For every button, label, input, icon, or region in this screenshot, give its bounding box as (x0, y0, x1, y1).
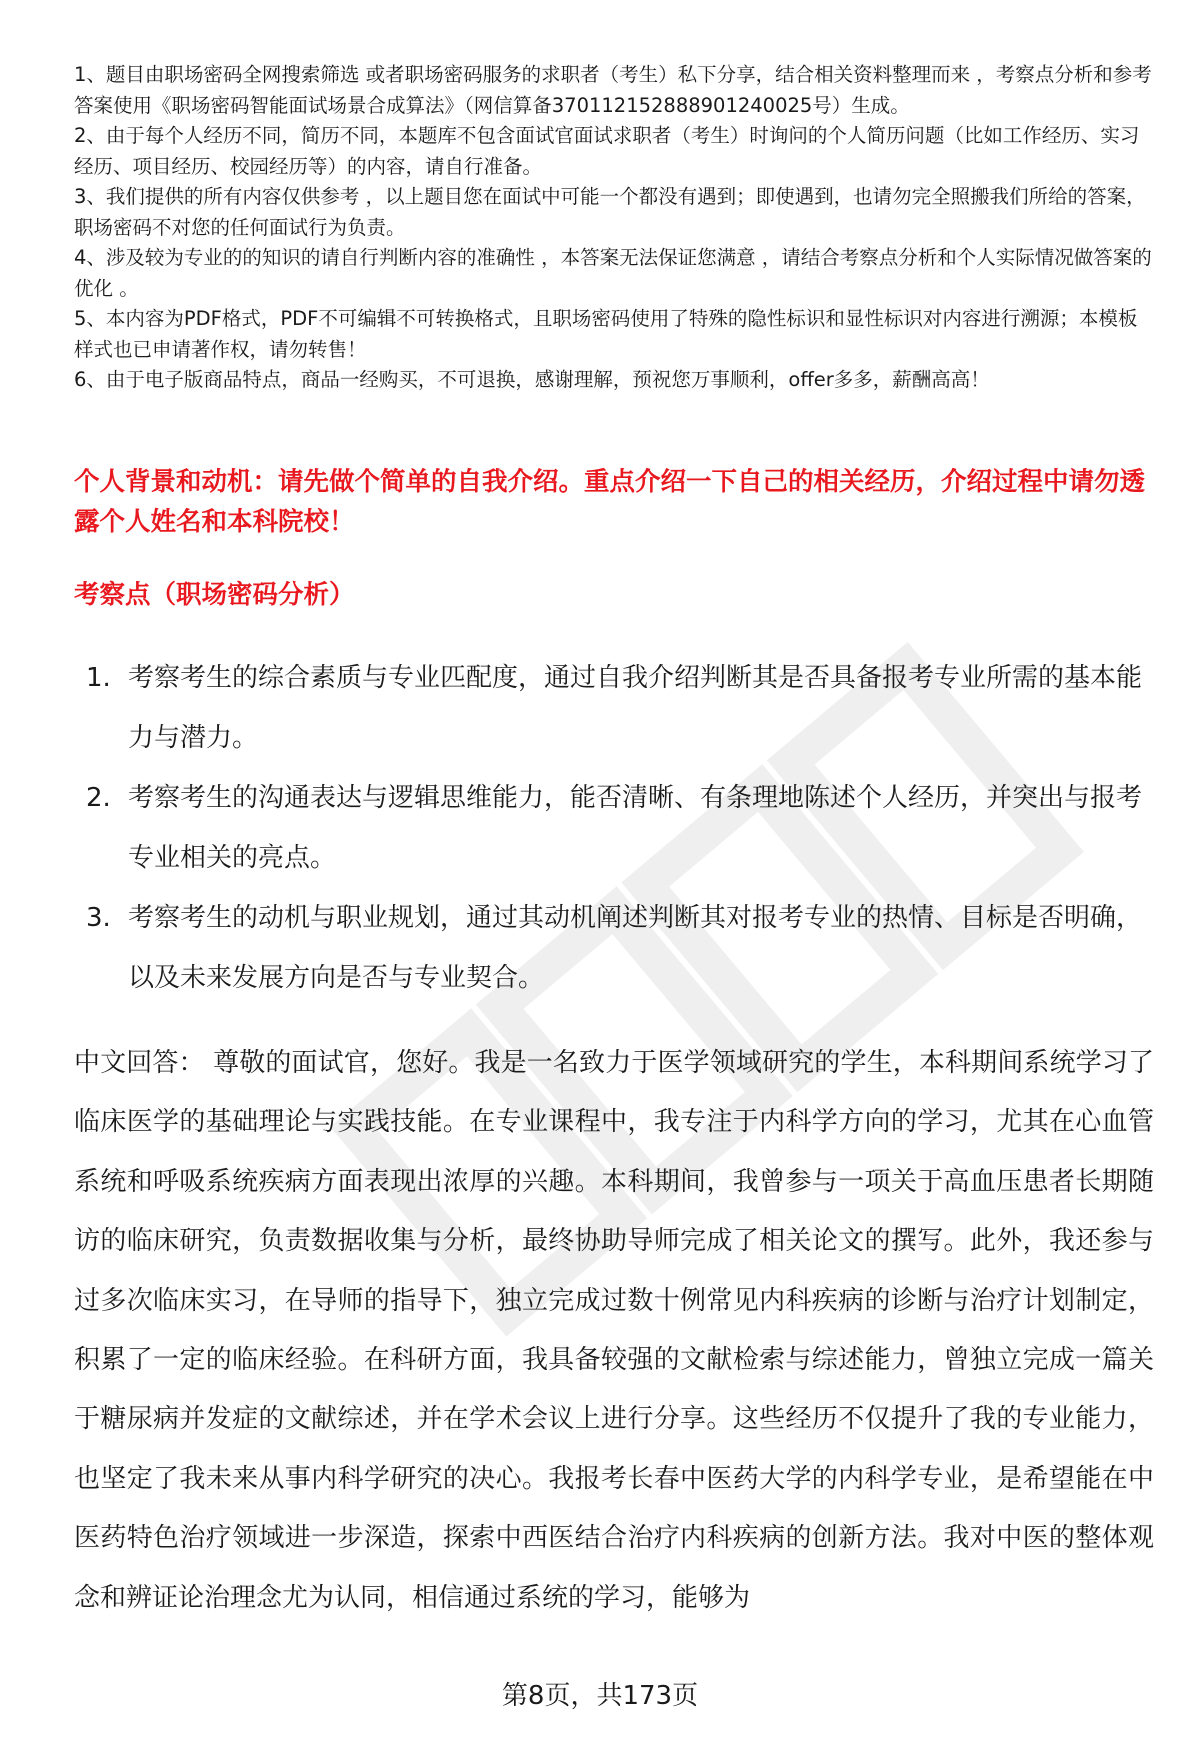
page-number-footer: 第8页，共173页 (501, 1681, 699, 1711)
document-page (74, 0, 1154, 1755)
key-point-text: 考察考生的沟通表达与逻辑思维能力，能否清晰、有条理地陈述个人经历，并突出与报考专业相关的亮点。 (128, 783, 1143, 873)
note-item: 1、题目由职场密码全网搜索筛选 或者职场密码服务的求职者（考生）私下分享，结合相关资料整理而来 ，考察点分析和参考答案使用《职场密码智能面试场景合成算法》（网信算备370112152888901240025号）生成。 (74, 63, 1152, 117)
key-points-heading: 考察点（职场密码分析） (74, 580, 355, 610)
key-point-item (74, 648, 1154, 768)
key-point-number: 3. (86, 903, 111, 933)
note-item: 5、本内容为PDF格式，PDF不可编辑不可转换格式，且职场密码使用了特殊的隐性标识和显性标识对内容进行溯源；本模板样式也已申请著作权，请勿转售！ (74, 307, 1138, 361)
answer-paragraph: 中文回答： 尊敬的面试官，您好。我是一名致力于医学领域研究的学生，本科期间系统学习了临床医学的基础理论与实践技能。在专业课程中，我专注于内科学方向的学习，尤其在心血管系统和呼吸系统疾病方面表现出浓厚的兴趣。本科期间，我曾参与一项关于高血压患者长期随访的临床研究，负责数据收集与分析，最终协助导师完成了相关论文的撰写。此外，我还参与过多次临床实习，在导师的指导下，独立完成过数十例常见内科疾病的诊断与治疗计划制定，积累了一定的临床经验。在科研方面，我具备较强的文献检索与综述能力，曾独立完成一篇关于糖尿病并发症的文献综述，并在学术会议上进行分享。这些经历不仅提升了我的专业能力，也坚定了我未来从事内科学研究的决心。我报考长春中医药大学的内科学专业，是希望能在中医药特色治疗领域进一步深造，探索中西医结合治疗内科疾病的创新方法。我对中医的整体观念和辨证论治理念尤为认同，相信通过系统的学习，能够为 (74, 1048, 1154, 1613)
disclaimer-notes (74, 60, 1154, 396)
key-points-list (74, 648, 1154, 1008)
note-item: 2、由于每个人经历不同，简历不同，本题库不包含面试官面试求职者（考生）时询问的个人简历问题（比如工作经历、实习经历、项目经历、校园经历等）的内容，请自行准备。 (74, 124, 1140, 178)
key-point-number: 2. (86, 783, 111, 813)
question-heading: 个人背景和动机：请先做个简单的自我介绍。重点介绍一下自己的相关经历，介绍过程中请勿透露个人姓名和本科院校！ (74, 467, 1146, 537)
key-point-text: 考察考生的综合素质与专业匹配度，通过自我介绍判断其是否具备报考专业所需的基本能力与潜力。 (128, 663, 1143, 753)
key-point-item (74, 888, 1154, 1008)
note-item: 3、我们提供的所有内容仅供参考 ，以上题目您在面试中可能一个都没有遇到；即使遇到，也请勿完全照搬我们所给的答案，职场密码不对您的任何面试行为负责。 (74, 185, 1146, 239)
note-item: 6、由于电子版商品特点，商品一经购买，不可退换，感谢理解，预祝您万事顺利，offer多多，薪酬高高！ (74, 368, 990, 391)
key-point-item (74, 768, 1154, 888)
note-item: 4、涉及较为专业的的知识的请自行判断内容的准确性 ，本答案无法保证您满意 ，请结合考察点分析和个人实际情况做答案的优化 。 (74, 246, 1152, 300)
key-point-text: 考察考生的动机与职业规划，通过其动机阐述判断其对报考专业的热情、目标是否明确，以及未来发展方向是否与专业契合。 (128, 903, 1143, 993)
key-point-number: 1. (86, 663, 111, 693)
